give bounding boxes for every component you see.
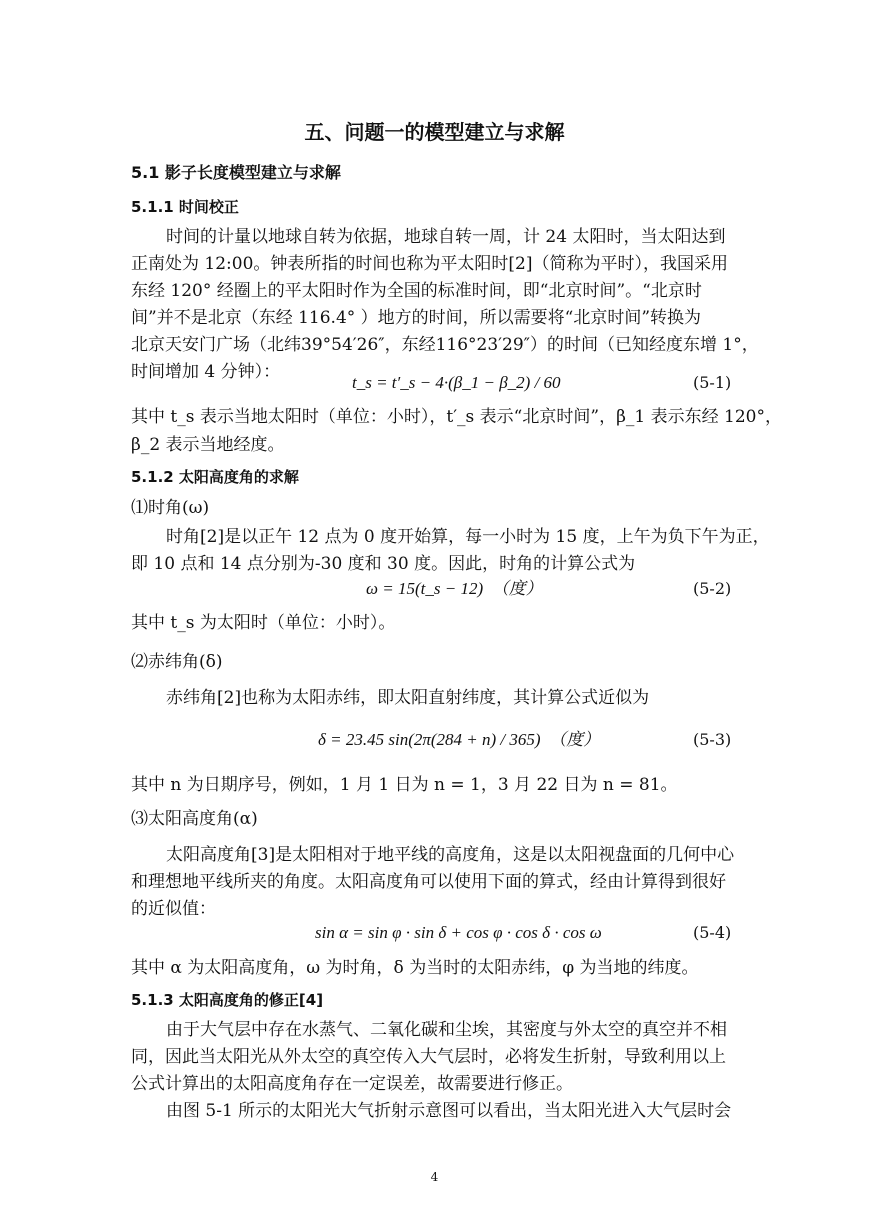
paragraph-line: 其中 α 为太阳高度角，ω 为时角，δ 为当时的太阳赤纬，φ 为当地的纬度。 (131, 958, 699, 978)
paragraph-line: β_2 表示当地经度。 (131, 435, 285, 455)
paragraph-line: 正南处为 12:00。钟表所指的时间也称为平太阳时[2]（简称为平时），我国采用 (131, 254, 728, 274)
paragraph-line: 时间增加 4 分钟）： (131, 362, 281, 382)
paragraph-line: 北京天安门广场（北纬39°54′26″，东经116°23′29″）的时间（已知经度东增 1°， (131, 335, 759, 355)
paragraph-line: 的近似值： (131, 899, 216, 919)
equation-number: (5-1) (693, 373, 732, 392)
item-hour-angle: ⑴时角(ω) (131, 498, 210, 518)
paragraph-line: 公式计算出的太阳高度角存在一定误差，故需要进行修正。 (131, 1074, 573, 1094)
paragraph-line: 东经 120° 经圈上的平太阳时作为全国的标准时间，即“北京时间”。“北京时 (131, 281, 702, 301)
item-declination: ⑵赤纬角(δ) (131, 652, 223, 672)
paragraph-line: 由于大气层中存在水蒸气、二氧化碳和尘埃，其密度与外太空的真空并不相 (166, 1020, 727, 1040)
equation-5-1: t_s = t′_s − 4·(β_1 − β_2) / 60 (352, 373, 561, 392)
paragraph-line: 时间的计量以地球自转为依据，地球自转一周，计 24 太阳时，当太阳达到 (166, 227, 726, 247)
heading-5-1-2: 5.1.2 太阳高度角的求解 (131, 468, 299, 486)
heading-5-1-3: 5.1.3 太阳高度角的修正[4] (131, 991, 324, 1009)
equation-5-3: δ = 23.45 sin(2π(284 + n) / 365) （度） (318, 730, 601, 749)
equation-5-4: sin α = sin φ · sin δ + cos φ · cos δ · cos ω (315, 923, 602, 942)
equation-5-2: ω = 15(t_s − 12) （度） (366, 579, 543, 598)
paragraph-line: 同，因此当太阳光从外太空的真空传入大气层时，必将发生折射，导致利用以上 (131, 1047, 726, 1067)
heading-5-1-1: 5.1.1 时间校正 (131, 198, 239, 216)
section-title: 五、问题一的模型建立与求解 (304, 120, 565, 144)
paragraph-line: 即 10 点和 14 点分别为-30 度和 30 度。因此，时角的计算公式为 (131, 554, 636, 574)
paragraph-line: 由图 5-1 所示的太阳光大气折射示意图可以看出，当太阳光进入大气层时会 (166, 1101, 732, 1121)
paragraph-line: 赤纬角[2]也称为太阳赤纬，即太阳直射纬度，其计算公式近似为 (166, 688, 650, 708)
paragraph-line: 其中 t_s 为太阳时（单位：小时）。 (131, 613, 396, 633)
heading-5-1: 5.1 影子长度模型建立与求解 (131, 163, 341, 182)
paragraph-line: 太阳高度角[3]是太阳相对于地平线的高度角，这是以太阳视盘面的几何中心 (166, 845, 735, 865)
paragraph-line: 时角[2]是以正午 12 点为 0 度开始算，每一小时为 15 度，上午为负下午为正， (166, 527, 770, 547)
paragraph-line: 间”并不是北京（东经 116.4° ）地方的时间，所以需要将“北京时间”转换为 (131, 308, 702, 328)
equation-number: (5-3) (693, 730, 732, 749)
item-solar-altitude: ⑶太阳高度角(α) (131, 809, 258, 829)
equation-number: (5-4) (693, 923, 732, 942)
page-number: 4 (430, 1170, 439, 1184)
paragraph-line: 和理想地平线所夹的角度。太阳高度角可以使用下面的算式，经由计算得到很好 (131, 872, 726, 892)
equation-number: (5-2) (693, 579, 732, 598)
paragraph-line: 其中 t_s 表示当地太阳时（单位：小时），t′_s 表示“北京时间”，β_1 表示东经 120°， (131, 407, 782, 427)
paragraph-line: 其中 n 为日期序号，例如，1 月 1 日为 n = 1，3 月 22 日为 n = 81。 (131, 775, 678, 795)
